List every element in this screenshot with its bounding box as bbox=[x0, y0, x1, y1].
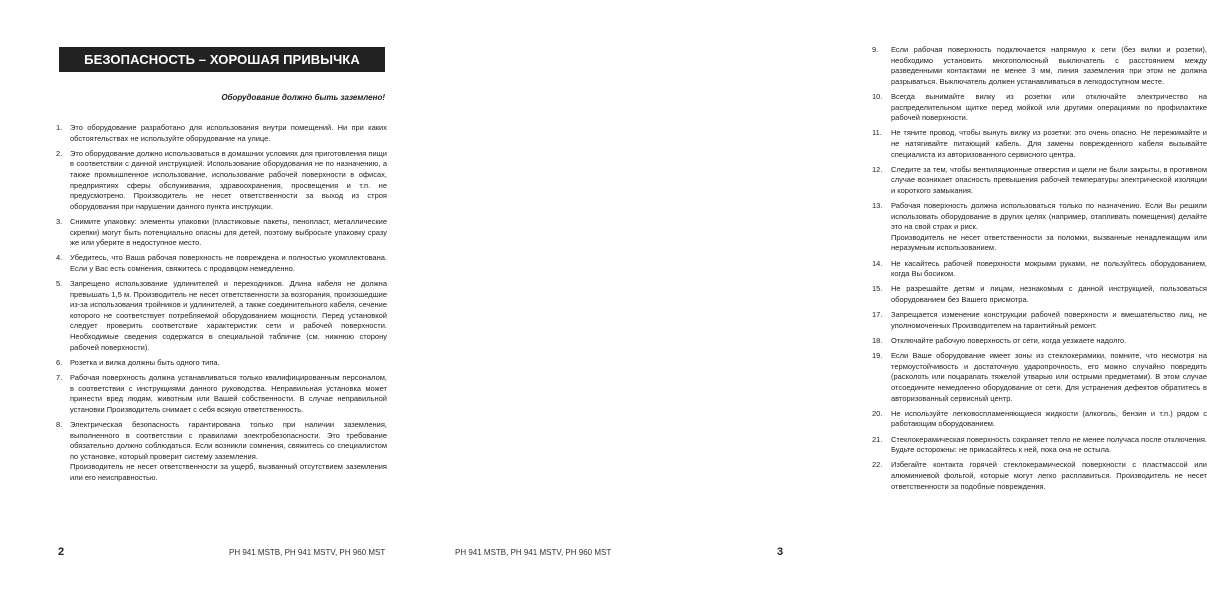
list-item bbox=[872, 351, 1207, 404]
list-item bbox=[872, 201, 1207, 254]
item-number: 19. bbox=[872, 351, 883, 361]
item-text bbox=[70, 279, 387, 353]
list-item bbox=[56, 123, 387, 144]
safety-list-right bbox=[872, 45, 1207, 497]
item-text bbox=[891, 284, 1207, 305]
list-item bbox=[56, 217, 387, 249]
item-text bbox=[891, 92, 1207, 124]
model-list-left: PH 941 MSTB, PH 941 MSTV, PH 960 MST bbox=[229, 548, 386, 557]
item-paragraph: Розетка и вилка должны быть одного типа. bbox=[70, 357, 220, 367]
item-text bbox=[891, 45, 1207, 87]
list-item bbox=[872, 45, 1207, 87]
item-paragraph: Следите за тем, чтобы вентиляционные отверстия и щели не были закрыты, в противном случае возникает опасность превышения рабочей температуры электрической изоляции и короткого замыкания. bbox=[891, 164, 1207, 195]
list-item bbox=[56, 358, 387, 369]
item-number: 15. bbox=[872, 284, 883, 294]
item-number: 20. bbox=[872, 408, 883, 418]
model-list-right: PH 941 MSTB, PH 941 MSTV, PH 960 MST bbox=[455, 548, 612, 557]
page-number-left: 2 bbox=[58, 546, 65, 558]
section-title-bar bbox=[59, 47, 385, 72]
item-paragraph: Убедитесь, что Ваша рабочая поверхность не повреждена и полностью укомплектована. Если у Вас есть сомнения, свяжитесь с продавцом немедленно. bbox=[70, 253, 387, 273]
list-item bbox=[872, 92, 1207, 124]
item-text bbox=[891, 460, 1207, 492]
item-text bbox=[891, 259, 1207, 280]
safety-list-left bbox=[56, 123, 387, 488]
item-paragraph: Не используйте легковоспламеняющиеся жидкости (алкоголь, бензин и т.п.) рядом с работающим оборудованием. bbox=[891, 408, 1207, 429]
section-title: БЕЗОПАСНОСТЬ – ХОРОШАЯ ПРИВЫЧКА bbox=[84, 52, 360, 67]
item-paragraph: Всегда вынимайте вилку из розетки или отключайте электричество на распределительном щитке перед мойкой или другими операциями по профилактике рабочей поверхности. bbox=[891, 91, 1207, 123]
item-text bbox=[891, 351, 1207, 404]
item-text bbox=[70, 123, 387, 144]
item-number: 14. bbox=[872, 258, 883, 268]
item-number: 22. bbox=[872, 460, 883, 470]
item-paragraph: Производитель не несет ответственности за поломки, вызванные ненадлежащим или неразумным использованием. bbox=[891, 232, 1207, 253]
item-text bbox=[70, 373, 387, 415]
item-paragraph: Рабочая поверхность должна устанавливаться только квалифицированным персоналом, в соответствии с инструкциями данного руководства. Неправильная установка может принести вред людям, животным или Вашей собственности. В случае неправильной установки Производитель снимает с себя всякую ответственность. bbox=[70, 373, 387, 414]
item-paragraph: Рабочая поверхность должна использоваться только по назначению. Если Вы решили использовать оборудование в других целях (например, отапливать помещения) делайте это на свой страх и риск. bbox=[891, 201, 1207, 232]
list-item bbox=[56, 420, 387, 484]
item-text bbox=[891, 435, 1207, 456]
item-text bbox=[891, 128, 1207, 160]
item-number: 3. bbox=[56, 216, 63, 226]
item-text bbox=[70, 420, 387, 484]
item-text bbox=[891, 409, 1207, 430]
item-text bbox=[70, 253, 387, 274]
item-paragraph: Если Ваше оборудование имеет зоны из стеклокерамики, помните, что несмотря на термоустойчивость и достаточную ударопрочность, его можно случайно повредить (расколоть или поцарапать тяжелой утварью или острыми предметами). В этом случае отсоедините немедленно оборудование от сети. Для устранения дефектов обратитесь в авторизованный сервисный центр. bbox=[891, 351, 1207, 403]
item-number: 7. bbox=[56, 373, 63, 383]
item-paragraph: Это оборудование должно использоваться в домашних условиях для приготовления пищи в соответствии с данной инструкцией. Использование оборудования не по назначению, а также промышленное использование, использование рабочей поверхности в офисах, предприятиях сферы обслуживания, здравоохранения, просвещения и т.п. не предусмотрено. Производитель не несет ответственности за выход из строя оборудования при нарушении данного пункта инструкции. bbox=[70, 148, 387, 211]
item-number: 18. bbox=[872, 336, 883, 345]
list-item bbox=[56, 149, 387, 213]
item-paragraph: Если рабочая поверхность подключается напрямую к сети (без вилки и розетки), необходимо установить многополюсный выключатель с расстоянием между разведенными контактами не менее 3 мм, линия заземления при этом не должна разрываться. Выключатель должен устанавливаться в легкодоступном месте. bbox=[891, 45, 1207, 86]
page-number-right: 3 bbox=[777, 546, 784, 558]
item-paragraph: Электрическая безопасность гарантирована только при наличии заземления, выполненного в соответствии с правилами электробезопасности. Это требование обязательно должно соблюдаться. Если возникли сомнения, свяжитесь со специалистом по установке, который проверит систему заземления. bbox=[70, 420, 387, 461]
item-number: 6. bbox=[56, 357, 63, 367]
item-text bbox=[891, 165, 1207, 197]
item-text bbox=[70, 358, 387, 369]
item-paragraph: Не разрешайте детям и лицам, незнакомым с данной инструкцией, пользоваться оборудованием без Вашего присмотра. bbox=[891, 284, 1207, 305]
list-item bbox=[872, 310, 1207, 331]
item-number: 5. bbox=[56, 279, 63, 289]
item-text bbox=[70, 149, 387, 213]
item-paragraph: Отключайте рабочую поверхность от сети, когда уезжаете надолго. bbox=[891, 336, 1127, 345]
list-item bbox=[872, 284, 1207, 305]
item-paragraph: Производитель не несет ответственности за ущерб, вызванный отсутствием заземления или его неисправностью. bbox=[70, 462, 387, 482]
right-page bbox=[421, 0, 1207, 595]
item-number: 8. bbox=[56, 420, 63, 429]
grounding-warning: Оборудование должно быть заземлено! bbox=[221, 93, 385, 102]
item-paragraph: Не тяните провод, чтобы вынуть вилку из розетки: это очень опасно. Не пережимайте и не натягивайте питающий кабель. Для замены поврежденного кабеля вызывайте специалиста из авторизованного сервисного центра. bbox=[891, 128, 1207, 159]
item-text bbox=[891, 310, 1207, 331]
item-paragraph: Избегайте контакта горячей стеклокерамической поверхности с пластмассой или алюминиевой фольгой, которые могут легко расплавиться. Производитель не несет ответственности за подобные повреждения. bbox=[891, 460, 1207, 491]
item-number: 12. bbox=[872, 164, 883, 174]
item-paragraph: Это оборудование разработано для использования внутри помещений. Ни при каких обстоятельствах не используйте оборудование на улице. bbox=[70, 123, 387, 143]
item-number: 21. bbox=[872, 434, 883, 444]
item-paragraph: Стеклокерамическая поверхность сохраняет тепло не менее получаса после отключения. Будьте осторожны: не прикасайтесь к ней, пока она не остыла. bbox=[891, 434, 1207, 455]
item-number: 2. bbox=[56, 148, 63, 158]
item-paragraph: Запрещено использование удлинителей и переходников. Длина кабеля не должна превышать 1,5 м. Производитель не несет ответственности за возгорания, произошедшие из-за использования тройников и удлинителей, а также соединительного кабеля, сечение которого не соответствует потребляемой оборудованием мощности. Перед установкой следует проверить соответствие характеристик сети и рабочей поверхности. Необходимые сведения содержатся в специальной табличке (см. нижнюю сторону рабочей поверхности). bbox=[70, 279, 387, 352]
item-text bbox=[70, 217, 387, 249]
item-number: 10. bbox=[872, 91, 883, 101]
item-paragraph: Снимите упаковку: элементы упаковки (пластиковые пакеты, пенопласт, металлические скрепки) могут быть потенциально опасны для детей, поэтому выбросьте упаковку сразу же или уберите в недоступное место. bbox=[70, 216, 387, 248]
item-number: 1. bbox=[56, 123, 63, 132]
list-item bbox=[872, 128, 1207, 160]
list-item bbox=[56, 253, 387, 274]
list-item bbox=[872, 409, 1207, 430]
list-item bbox=[56, 279, 387, 353]
item-number: 17. bbox=[872, 310, 883, 320]
list-item bbox=[872, 336, 1207, 347]
item-number: 13. bbox=[872, 201, 883, 211]
list-item bbox=[872, 165, 1207, 197]
list-item bbox=[872, 259, 1207, 280]
item-number: 4. bbox=[56, 253, 63, 263]
list-item bbox=[872, 435, 1207, 456]
item-text bbox=[891, 336, 1207, 347]
list-item bbox=[872, 460, 1207, 492]
left-page bbox=[0, 0, 421, 595]
item-number: 9. bbox=[872, 45, 879, 54]
item-number: 11. bbox=[872, 128, 882, 138]
item-paragraph: Не касайтесь рабочей поверхности мокрыми руками, не пользуйтесь оборудованием, когда Вы босиком. bbox=[891, 258, 1207, 279]
list-item bbox=[56, 373, 387, 415]
item-text bbox=[891, 201, 1207, 254]
item-paragraph: Запрещается изменение конструкции рабочей поверхности и вмешательство лиц, не уполномоченных Производителем на гарантийный ремонт. bbox=[891, 310, 1207, 330]
